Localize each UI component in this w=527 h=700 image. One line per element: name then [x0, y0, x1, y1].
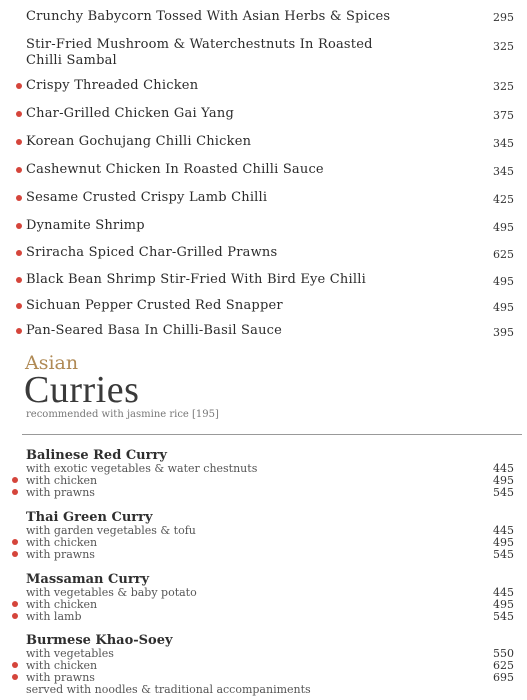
dish-name: Stir-Fried Mushroom & Waterchestnuts In Roasted Chilli Sambal	[26, 37, 373, 68]
dish-name: Sesame Crusted Crispy Lamb Chilli	[26, 190, 268, 205]
section-kicker: Asian	[25, 352, 79, 374]
dish-name: Sriracha Spiced Char-Grilled Prawns	[26, 245, 278, 260]
non-veg-marker	[12, 613, 18, 619]
dish-price: 375	[493, 109, 514, 122]
dish-price: 625	[493, 248, 514, 261]
curry-option: with prawns	[26, 548, 95, 561]
non-veg-marker	[16, 167, 22, 173]
dish-price: 425	[493, 193, 514, 206]
curry-option: with chicken	[26, 598, 98, 611]
curry-title: Burmese Khao-Soey	[26, 633, 173, 648]
dish-name: Black Bean Shrimp Stir-Fried With Bird Eye Chilli	[26, 272, 366, 287]
curry-option: with vegetables	[26, 647, 114, 660]
dish-price: 345	[493, 165, 514, 178]
curry-price: 625	[493, 659, 514, 672]
curry-price: 445	[493, 586, 514, 599]
non-veg-marker	[16, 195, 22, 201]
dish-price: 495	[493, 221, 514, 234]
curry-price: 545	[493, 610, 514, 623]
curry-title: Balinese Red Curry	[26, 448, 167, 463]
non-veg-marker	[12, 601, 18, 607]
dish-price: 345	[493, 137, 514, 150]
curry-price: 445	[493, 462, 514, 475]
dish-price: 325	[493, 80, 514, 93]
dish-name: Korean Gochujang Chilli Chicken	[26, 134, 252, 149]
curry-price: 495	[493, 536, 514, 549]
non-veg-marker	[16, 223, 22, 229]
curry-option: with garden vegetables & tofu	[26, 524, 196, 537]
non-veg-marker	[16, 139, 22, 145]
non-veg-marker	[12, 477, 18, 483]
non-veg-marker	[12, 674, 18, 680]
curry-option: with lamb	[26, 610, 82, 623]
curry-option: with exotic vegetables & water chestnuts	[26, 462, 258, 475]
non-veg-marker	[16, 250, 22, 256]
non-veg-marker	[12, 662, 18, 668]
curry-option: with prawns	[26, 486, 95, 499]
section-title: Curries	[24, 369, 140, 411]
divider	[22, 434, 522, 435]
non-veg-marker	[12, 539, 18, 545]
non-veg-marker	[16, 111, 22, 117]
dish-price: 495	[493, 301, 514, 314]
dish-price: 325	[493, 40, 514, 53]
curry-option: with chicken	[26, 474, 98, 487]
curry-title: Thai Green Curry	[26, 510, 153, 525]
dish-price: 295	[493, 11, 514, 24]
non-veg-marker	[16, 83, 22, 89]
curry-title: Massaman Curry	[26, 572, 150, 587]
curry-option: with chicken	[26, 536, 98, 549]
dish-name: Char-Grilled Chicken Gai Yang	[26, 106, 234, 121]
dish-price: 395	[493, 326, 514, 339]
curry-option: with prawns	[26, 671, 95, 684]
non-veg-marker	[12, 489, 18, 495]
curry-price: 545	[493, 548, 514, 561]
curry-price: 550	[493, 647, 514, 660]
dish-name: Dynamite Shrimp	[26, 218, 145, 233]
dish-name: Cashewnut Chicken In Roasted Chilli Sauce	[26, 162, 324, 177]
curry-price: 495	[493, 598, 514, 611]
curry-price: 695	[493, 671, 514, 684]
dish-price: 495	[493, 275, 514, 288]
dish-name: Sichuan Pepper Crusted Red Snapper	[26, 298, 283, 313]
curry-price: 445	[493, 524, 514, 537]
dish-name: Crispy Threaded Chicken	[26, 78, 199, 93]
section-subtitle: recommended with jasmine rice [195]	[26, 409, 219, 420]
curry-note: served with noodles & traditional accompaniments	[26, 683, 311, 696]
curry-price: 545	[493, 486, 514, 499]
curry-price: 495	[493, 474, 514, 487]
dish-name: Crunchy Babycorn Tossed With Asian Herbs & Spices	[26, 9, 391, 24]
non-veg-marker	[12, 551, 18, 557]
dish-name: Pan-Seared Basa In Chilli-Basil Sauce	[26, 323, 283, 338]
non-veg-marker	[16, 328, 22, 334]
curry-option: with vegetables & baby potato	[26, 586, 197, 599]
curry-option: with chicken	[26, 659, 98, 672]
non-veg-marker	[16, 277, 22, 283]
non-veg-marker	[16, 303, 22, 309]
